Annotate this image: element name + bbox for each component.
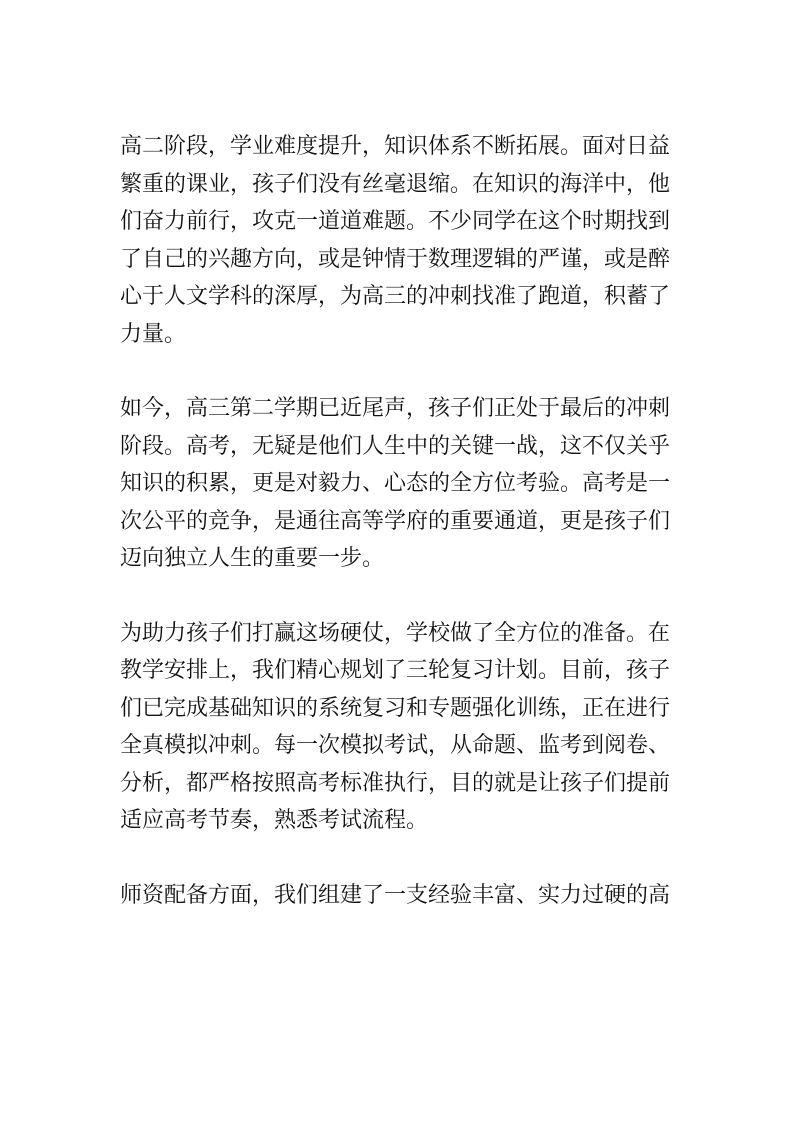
paragraph-2: 如今，高三第二学期已近尾声，孩子们正处于最后的冲刺阶段。高考，无疑是他们人生中的关键一战，这不仅关乎知识的积累，更是对毅力、心态的全方位考验。高考是一次公平的竞争，是通往高等学府的重要通道，更是孩子们迈向独立人生的重要一步。 [120, 396, 671, 571]
paragraph-4: 师资配备方面，我们组建了一支经验丰富、实力过硬的高 [120, 882, 671, 908]
paragraph-1: 高二阶段，学业难度提升，知识体系不断拓展。面对日益繁重的课业，孩子们没有丝毫退缩。在知识的海洋中，他们奋力前行，攻克一道道难题。不少同学在这个时期找到了自己的兴趣方向，或是钟情于数理逻辑的严谨，或是醉心于人文学科的深厚，为高三的冲刺找准了跑道，积蓄了力量。 [120, 134, 671, 347]
paragraph-3: 为助力孩子们打赢这场硬仗，学校做了全方位的准备。在教学安排上，我们精心规划了三轮复习计划。目前，孩子们已完成基础知识的系统复习和专题强化训练，正在进行全真模拟冲刺。每一次模拟考试，从命题、监考到阅卷、分析，都严格按照高考标准执行，目的就是让孩子们提前适应高考节奏，熟悉考试流程。 [120, 620, 671, 833]
document-page [120, 128, 680, 914]
